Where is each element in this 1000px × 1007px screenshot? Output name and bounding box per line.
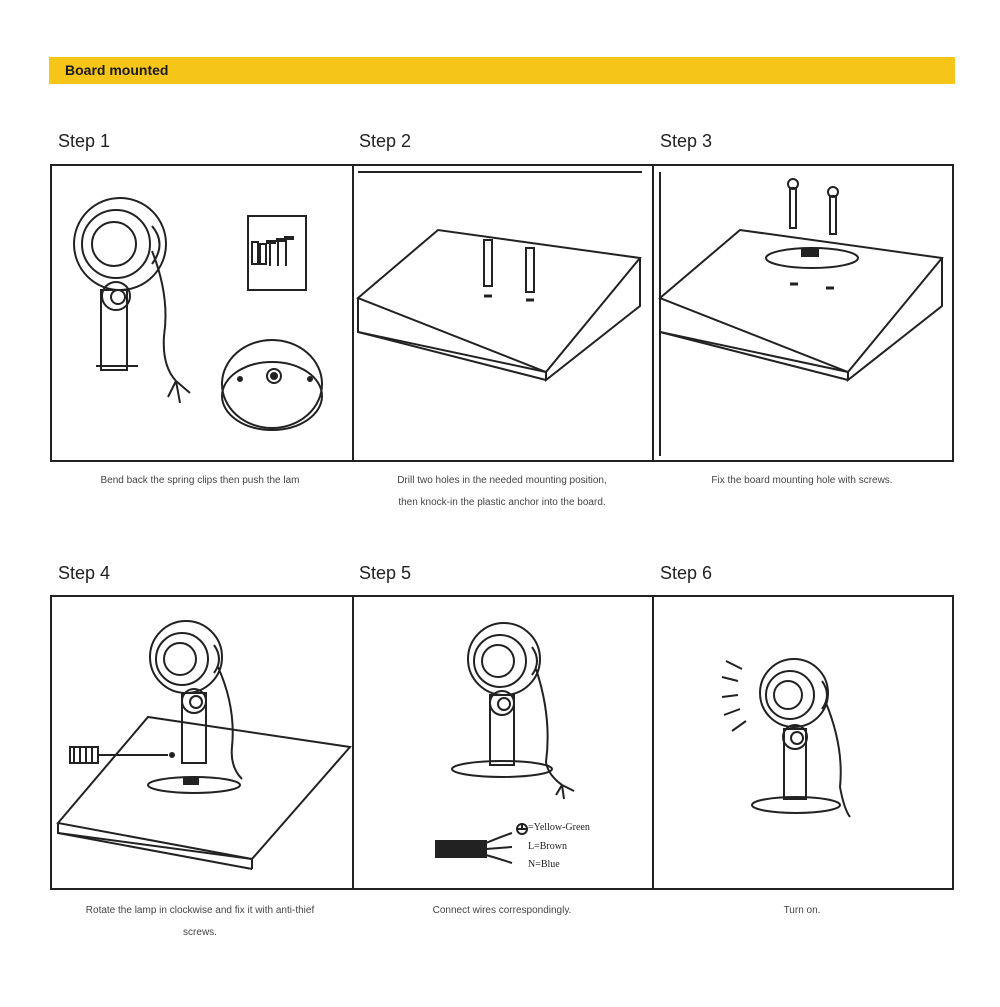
section-banner [49,57,955,84]
step-2-illustration [352,166,654,460]
ground-symbol-icon [516,823,528,834]
steps-row-2 [50,595,954,890]
steps-row-1 [50,164,954,462]
step-5-title: Step 5 [359,563,412,583]
mounting-plate-icon [222,340,322,430]
step-2-caption-line-2: then knock-in the plastic anchor into the board. [398,497,606,508]
wire-live-label: L=Brown [528,841,567,852]
step-5-caption-line-1: Connect wires correspondingly. [432,905,572,916]
step-6-caption-line-1: Turn on. [783,905,821,916]
step-6-title: Step 6 [660,563,713,583]
step-6-caption [652,900,952,922]
wire-ground-label: =Yellow-Green [528,822,590,833]
wire-neutral-label: N=Blue [528,859,560,870]
step-5-caption [352,900,652,922]
step-1-illustration [52,166,354,460]
spotlight-icon [74,198,190,403]
step-2-caption [352,470,652,514]
step-3-title: Step 3 [660,131,713,151]
step-6-illustration [654,597,952,888]
step-3-caption-line-1: Fix the board mounting hole with screws. [711,475,893,486]
step-3-caption [652,470,952,492]
cable-icon [436,833,512,863]
step-3-illustration [654,166,952,460]
screw-pack-icon [248,216,306,290]
spotlight-icon [452,623,574,799]
step-4-caption-line-2: screws. [183,927,217,938]
step-2-caption-line-1: Drill two holes in the needed mounting position, [397,475,607,486]
step-4-caption-line-1: Rotate the lamp in clockwise and fix it with anti-thief [85,905,315,916]
step-4-caption [50,900,350,944]
screwdriver-icon [70,747,174,763]
step-1-title: Step 1 [58,131,111,151]
section-title: Board mounted [65,62,169,78]
spotlight-icon [148,621,242,793]
step-1-caption [60,470,340,492]
step-2-title: Step 2 [359,131,412,151]
step-5-illustration [352,597,654,888]
light-rays-icon [722,661,746,731]
spotlight-icon [752,659,850,817]
step-4-title: Step 4 [58,563,111,583]
step-4-illustration [52,597,354,888]
step-1-caption-line-1: Bend back the spring clips then push the lam [100,475,300,486]
